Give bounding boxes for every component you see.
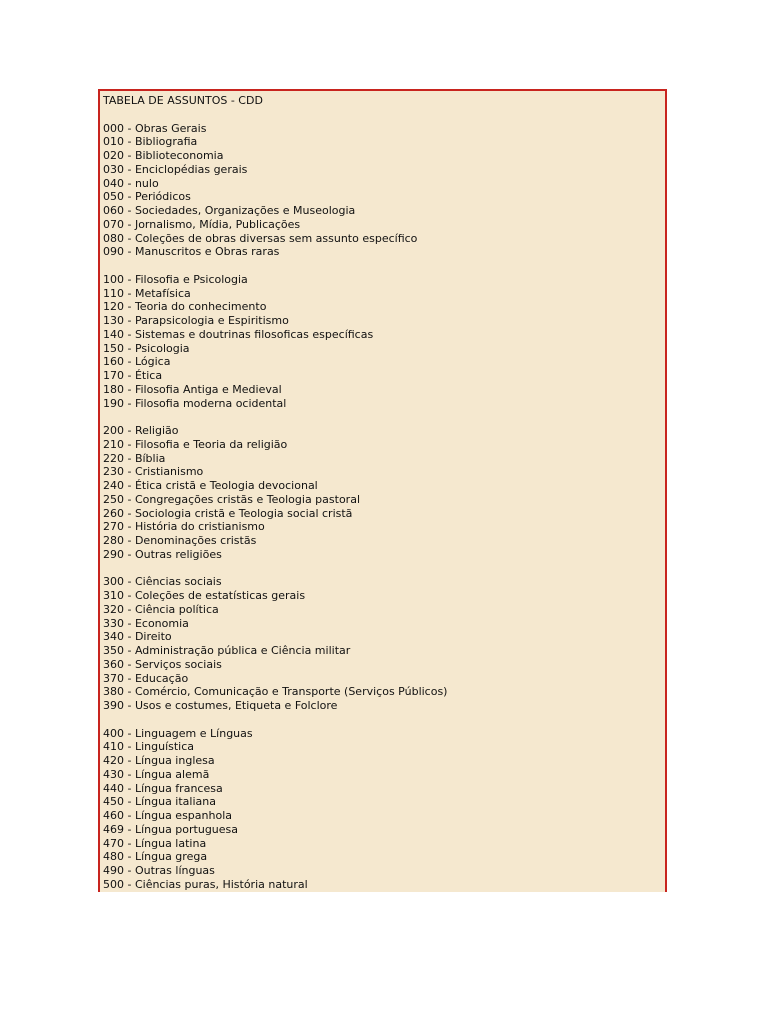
entry-370: 370 - Educação [103,671,189,685]
entry-210: 210 - Filosofia e Teoria da religião [103,437,288,451]
entry-220: 220 - Bíblia [103,451,166,465]
entry-469: 469 - Língua portuguesa [103,822,239,836]
entry-050: 050 - Periódicos [103,190,191,204]
entry-120: 120 - Teoria do conhecimento [103,300,267,314]
subject-table-panel [98,89,667,892]
entry-160: 160 - Lógica [103,355,171,369]
entry-400: 400 - Linguagem e Línguas [103,726,253,740]
entry-070: 070 - Jornalismo, Mídia, Publicações [103,217,301,231]
entry-060: 060 - Sociedades, Organizações e Museologia [103,204,356,217]
entry-440: 440 - Língua francesa [103,781,223,795]
entry-040: 040 - nulo [103,176,159,190]
entry-240: 240 - Ética cristã e Teologia devocional [103,479,318,492]
section-300 [103,575,665,713]
entry-140: 140 - Sistemas e doutrinas filosoficas específicas [103,327,374,341]
section-spacer [103,410,665,424]
entry-460: 460 - Língua espanhola [103,809,232,822]
entry-110: 110 - Metafísica [103,286,191,300]
entry-360: 360 - Serviços sociais [103,657,222,671]
entry-280: 280 - Denominações cristãs [103,534,257,547]
table-title: TABELA DE ASSUNTOS - CDD [103,94,263,107]
section-400 [103,727,665,892]
entry-290: 290 - Outras religiões [103,547,222,561]
entry-480: 480 - Língua grega [103,850,208,864]
entry-080: 080 - Coleções de obras diversas sem assunto específico [103,231,418,245]
section-spacer [103,259,665,273]
entry-020: 020 - Biblioteconomia [103,149,224,162]
entry-230: 230 - Cristianismo [103,465,204,479]
entry-270: 270 - História do cristianismo [103,520,265,534]
entry-340: 340 - Direito [103,630,172,644]
entry-200: 200 - Religião [103,424,179,437]
entry-250: 250 - Congregações cristãs e Teologia pastoral [103,492,360,506]
entry-170: 170 - Ética [103,369,163,382]
entry-470: 470 - Língua latina [103,836,207,850]
entry-150: 150 - Psicologia [103,341,190,355]
entry-030: 030 - Enciclopédias gerais [103,162,248,176]
entry-390: 390 - Usos e costumes, Etiqueta e Folclore [103,699,338,712]
entry-330: 330 - Economia [103,616,189,630]
section-200 [103,424,665,562]
entry-130: 130 - Parapsicologia e Espiritismo [103,314,289,327]
entry-490: 490 - Outras línguas [103,864,215,877]
entry-410: 410 - Linguística [103,740,195,754]
entry-450: 450 - Língua italiana [103,795,216,809]
section-spacer [103,108,665,122]
entry-320: 320 - Ciência política [103,602,219,616]
entry-190: 190 - Filosofia moderna ocidental [103,396,287,410]
entry-010: 010 - Bibliografia [103,135,198,149]
entry-310: 310 - Coleções de estatísticas gerais [103,589,306,602]
entry-260: 260 - Sociologia cristã e Teologia social cristã [103,506,353,520]
section-spacer [103,713,665,727]
entry-090: 090 - Manuscritos e Obras raras [103,245,280,259]
section-100 [103,273,665,411]
section-spacer [103,562,665,576]
entry-000: 000 - Obras Gerais [103,121,207,135]
entry-180: 180 - Filosofia Antiga e Medieval [103,382,282,396]
section-000 [103,122,665,260]
entry-380: 380 - Comércio, Comunicação e Transporte (Serviços Públicos) [103,685,448,699]
entry-430: 430 - Língua alemã [103,767,210,781]
entry-350: 350 - Administração pública e Ciência militar [103,644,351,657]
entry-500: 500 - Ciências puras, História natural [103,877,308,891]
entry-100: 100 - Filosofia e Psicologia [103,272,248,286]
entry-300: 300 - Ciências sociais [103,575,222,589]
entry-420: 420 - Língua inglesa [103,754,215,767]
